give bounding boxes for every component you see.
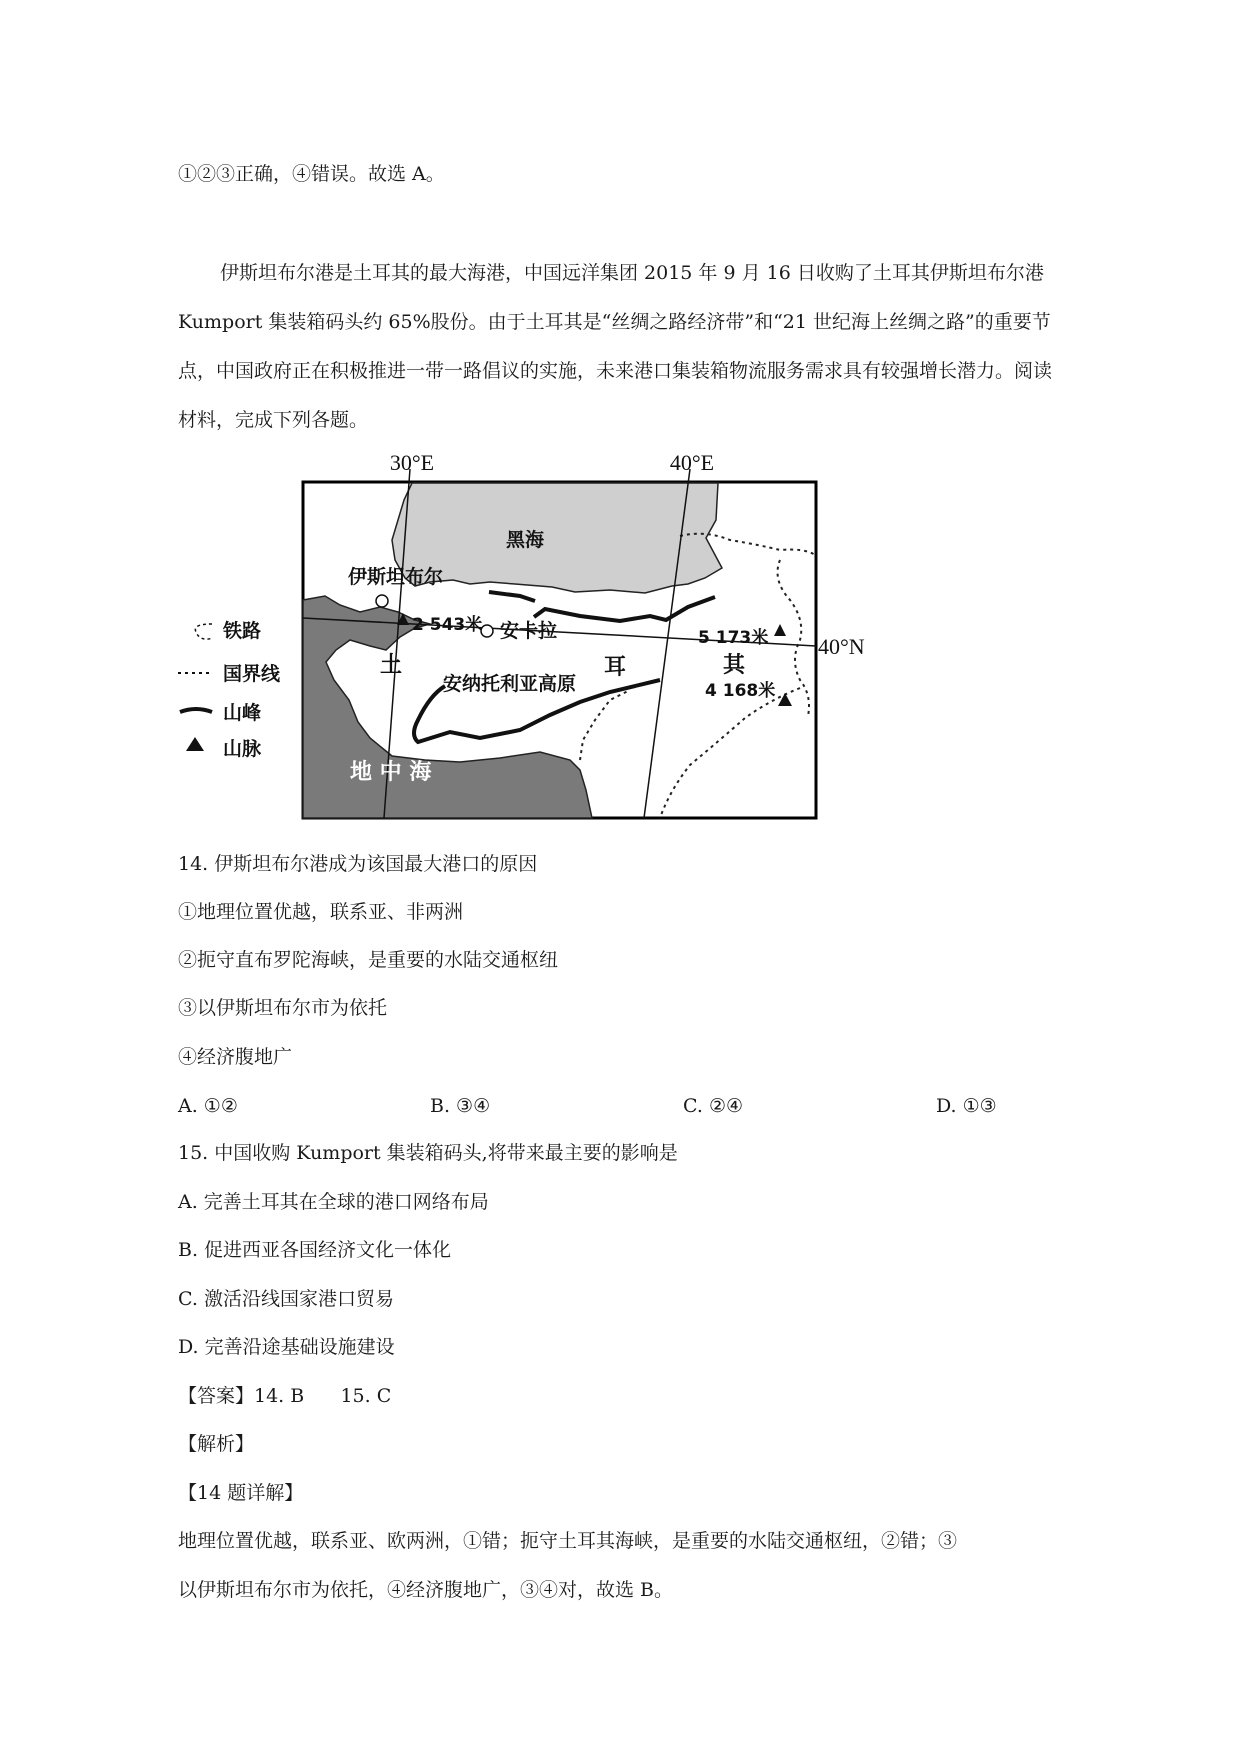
q14-option-d: D. ①③ (936, 1095, 997, 1117)
previous-conclusion: ①②③正确，④错误。故选 A。 (178, 163, 445, 185)
passage: 伊斯坦布尔港是土耳其的最大海港，中国远洋集团 2015 年 9 月 16 日收购了土耳其伊斯坦布尔港 Kumport 集装箱码头约 65%股份。由于土耳其是“丝绸之路经济带”和“21 世纪海上丝绸之路”的重要节点，中国政府正在积极推进一带一路倡议的实施，未来港口集装箱物流服务需求具有较强增长潜力。阅读材料，完成下列各题。 (178, 262, 1053, 431)
answer-line: 【答案】14. B 15. C (178, 1385, 392, 1407)
ankara-marker (481, 625, 493, 637)
detail-line-2: 以伊斯坦布尔市为依托，④经济腹地广，③④对，故选 B。 (178, 1579, 674, 1601)
q14-option-b: B. ③④ (430, 1095, 491, 1117)
ankara-label: 安卡拉 (500, 620, 558, 642)
q14-stem: 14. 伊斯坦布尔港成为该国最大港口的原因 (178, 853, 538, 875)
legend-range-label: 山脉 (223, 738, 262, 760)
lon-40-label: 40°E (669, 450, 715, 475)
detail-label: 【14 题详解】 (178, 1482, 304, 1504)
plateau-label: 安纳托利亚高原 (443, 673, 577, 695)
lat-40-label: 40°N (818, 634, 865, 659)
detail-line-1: 地理位置优越，联系亚、欧两洲，①错；扼守土耳其海峡，是重要的水陆交通枢纽，②错；③ (178, 1530, 958, 1552)
q15-option-d: D. 完善沿途基础设施建设 (178, 1336, 395, 1358)
q14-item-4: ④经济腹地广 (178, 1046, 293, 1068)
mediterranean-label: 地 中 海 (350, 760, 432, 785)
istanbul-label: 伊斯坦布尔 (348, 566, 444, 588)
turkey-map (176, 450, 865, 826)
peak-label-1: 2 543米 (412, 615, 483, 635)
peak-label-3: 4 168米 (705, 681, 776, 701)
q14-option-c: C. ②④ (683, 1095, 744, 1117)
q14-option-a: A. ①② (178, 1095, 238, 1117)
country-char-3: 其 (723, 653, 746, 678)
q15-stem: 15. 中国收购 Kumport 集装箱码头,将带来最主要的影响是 (178, 1142, 678, 1164)
legend-border-label: 国界线 (223, 663, 281, 685)
q15-option-c: C. 激活沿线国家港口贸易 (178, 1288, 394, 1310)
q14-item-3: ③以伊斯坦布尔市为依托 (178, 997, 388, 1019)
q15-option-a: A. 完善土耳其在全球的港口网络布局 (178, 1191, 489, 1213)
legend-peak-label: 山峰 (223, 702, 262, 724)
istanbul-marker (376, 595, 388, 607)
analysis-label: 【解析】 (178, 1433, 255, 1455)
lon-30-label: 30°E (389, 450, 435, 475)
legend-peak-symbol (180, 709, 212, 712)
q14-item-1: ①地理位置优越，联系亚、非两洲 (178, 901, 464, 923)
country-char-2: 耳 (604, 655, 627, 680)
legend-railway-label: 铁路 (223, 620, 262, 642)
q14-item-2: ②扼守直布罗陀海峡，是重要的水陆交通枢纽 (178, 949, 559, 971)
map-legend (178, 619, 281, 760)
legend-railway-symbol (195, 624, 213, 639)
q15-option-b: B. 促进西亚各国经济文化一体化 (178, 1239, 452, 1261)
legend-range-symbol (186, 737, 204, 751)
country-char-1: 土 (380, 653, 403, 678)
peak-label-2: 5 173米 (698, 628, 769, 648)
black-sea-label: 黑海 (506, 529, 545, 551)
